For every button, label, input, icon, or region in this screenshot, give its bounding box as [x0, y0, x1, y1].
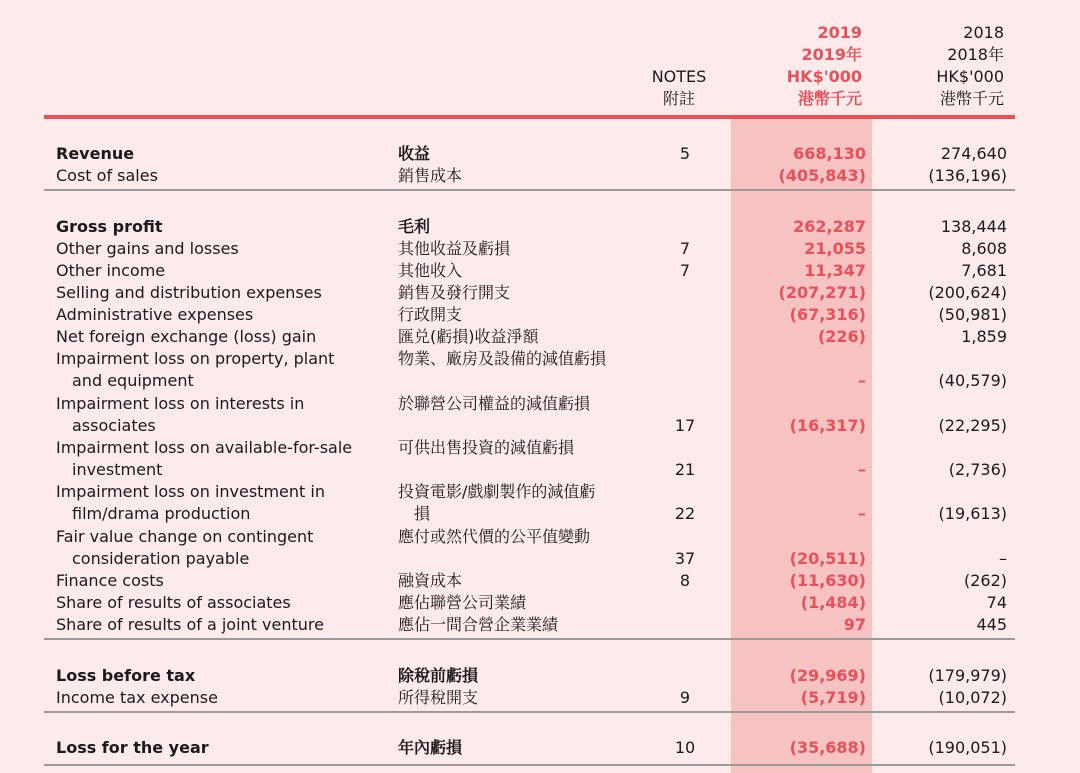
row-value-2019: (29,969) [789, 666, 866, 685]
row-value-2019: (226) [817, 327, 866, 346]
row-value-2018: (40,579) [938, 371, 1007, 390]
row-label-zh: 匯兑(虧損)收益淨額 [398, 327, 539, 346]
table-row [0, 370, 1080, 392]
table-row [0, 393, 1080, 415]
year-2018: 2018 [963, 23, 1004, 42]
table-row [0, 592, 1080, 614]
table-row [0, 415, 1080, 437]
table-row [0, 459, 1080, 481]
row-label-en: Share of results of associates [56, 593, 291, 612]
year-2018-zh: 2018年 [947, 45, 1004, 64]
table-row [0, 348, 1080, 370]
row-note: 17 [674, 416, 696, 435]
row-value-2018: (200,624) [928, 283, 1007, 302]
header-divider [44, 115, 1015, 119]
table-row [0, 326, 1080, 348]
row-label-zh: 應付或然代價的公平值變動 [398, 527, 591, 546]
row-value-2018: (179,979) [928, 666, 1007, 685]
row-label-zh: 銷售成本 [398, 166, 463, 185]
row-label-en-cont: film/drama production [72, 504, 251, 523]
row-label-zh: 應佔一間合營企業業績 [398, 615, 559, 634]
row-label-zh: 投資電影/戲劇製作的減值虧 [398, 482, 596, 501]
notes-header-zh: 附註 [662, 89, 695, 108]
row-value-2018: 274,640 [940, 144, 1007, 163]
table-row [0, 165, 1080, 187]
row-value-2019: – [858, 371, 866, 390]
row-divider [44, 638, 1015, 640]
column-header-2019 [740, 22, 862, 110]
row-note: 22 [674, 504, 696, 523]
table-row [0, 143, 1080, 165]
row-value-2019: 97 [843, 615, 866, 634]
row-value-2019: (11,630) [789, 571, 866, 590]
row-note: 7 [679, 261, 691, 280]
table-row [0, 614, 1080, 636]
row-note: 8 [679, 571, 691, 590]
row-note: 10 [674, 738, 696, 757]
row-label-en: Cost of sales [56, 166, 158, 185]
row-value-2019: (207,271) [778, 283, 866, 302]
row-value-2018: 1,859 [961, 327, 1007, 346]
row-value-2018: (262) [963, 571, 1007, 590]
table-row [0, 304, 1080, 326]
table-row [0, 216, 1080, 238]
row-label-zh: 除稅前虧損 [398, 666, 479, 685]
row-label-en: Other income [56, 261, 166, 280]
row-value-2019: 21,055 [804, 239, 866, 258]
row-value-2019: (1,484) [800, 593, 866, 612]
row-label-en: Fair value change on contingent [56, 527, 314, 546]
table-row [0, 503, 1080, 525]
row-label-en: Net foreign exchange (loss) gain [56, 327, 317, 346]
row-note: 9 [679, 688, 691, 707]
column-header-2018 [880, 22, 1004, 110]
table-row [0, 570, 1080, 592]
row-note: 21 [674, 460, 696, 479]
row-label-zh: 應佔聯營公司業績 [398, 593, 527, 612]
row-value-2019: (405,843) [778, 166, 866, 185]
row-label-zh: 行政開支 [398, 305, 463, 324]
row-value-2018: 138,444 [940, 217, 1007, 236]
row-value-2019: 262,287 [793, 217, 866, 236]
row-value-2018: 445 [976, 615, 1007, 634]
row-label-zh: 銷售及發行開支 [398, 283, 511, 302]
row-label-zh: 可供出售投資的減值虧損 [398, 438, 575, 457]
row-label-en: Other gains and losses [56, 239, 239, 258]
table-row [0, 665, 1080, 687]
row-label-zh: 其他收益及虧損 [398, 239, 511, 258]
row-label-en: Impairment loss on property, plant [56, 349, 335, 368]
row-divider [44, 189, 1015, 191]
year-2019-zh: 2019年 [801, 45, 862, 64]
year-2019: 2019 [817, 23, 862, 42]
row-label-zh: 於聯營公司權益的減值虧損 [398, 394, 591, 413]
row-value-2018: (136,196) [928, 166, 1007, 185]
row-label-zh-cont: 損 [414, 504, 431, 523]
row-value-2019: – [858, 504, 866, 523]
table-row [0, 737, 1080, 759]
row-value-2018: (50,981) [938, 305, 1007, 324]
unit-2019-zh: 港幣千元 [797, 89, 862, 108]
row-label-zh: 所得稅開支 [398, 688, 479, 707]
notes-header-en: NOTES [651, 67, 707, 86]
row-label-en: Finance costs [56, 571, 164, 590]
row-label-en: Impairment loss on available-for-sale [56, 438, 353, 457]
row-label-en-cont: investment [72, 460, 163, 479]
unit-2018-zh: 港幣千元 [939, 89, 1004, 108]
table-row [0, 548, 1080, 570]
row-note: 7 [679, 239, 691, 258]
row-label-en-cont: consideration payable [72, 549, 250, 568]
row-value-2019: (35,688) [789, 738, 866, 757]
row-value-2019: 11,347 [804, 261, 866, 280]
row-label-en: Revenue [56, 144, 135, 163]
row-label-zh: 融資成本 [398, 571, 463, 590]
row-value-2018: (2,736) [948, 460, 1007, 479]
row-label-en: Impairment loss on investment in [56, 482, 325, 501]
row-label-en-cont: and equipment [72, 371, 194, 390]
row-label-en: Impairment loss on interests in [56, 394, 305, 413]
row-divider [44, 711, 1015, 713]
row-label-en: Loss for the year [56, 738, 209, 757]
row-note: 37 [674, 549, 696, 568]
table-row [0, 282, 1080, 304]
row-label-zh: 物業、廠房及設備的減值虧損 [398, 349, 607, 368]
row-label-zh: 收益 [398, 144, 431, 163]
row-value-2019: (20,511) [789, 549, 866, 568]
row-value-2018: 74 [986, 593, 1007, 612]
row-label-zh: 其他收入 [398, 261, 463, 280]
table-row [0, 437, 1080, 459]
table-row [0, 481, 1080, 503]
row-value-2018: 8,608 [961, 239, 1007, 258]
row-label-en: Share of results of a joint venture [56, 615, 324, 634]
row-note: 5 [679, 144, 691, 163]
row-value-2019: – [858, 460, 866, 479]
notes-header [640, 66, 718, 110]
row-value-2018: (10,072) [938, 688, 1007, 707]
unit-2019: HK$'000 [786, 67, 862, 86]
row-value-2019: (16,317) [789, 416, 866, 435]
row-value-2018: – [999, 549, 1007, 568]
row-value-2018: 7,681 [961, 261, 1007, 280]
row-label-en: Administrative expenses [56, 305, 254, 324]
table-row [0, 687, 1080, 709]
row-value-2019: (5,719) [800, 688, 866, 707]
row-value-2018: (22,295) [938, 416, 1007, 435]
row-value-2019: (67,316) [789, 305, 866, 324]
row-label-en: Gross profit [56, 217, 163, 236]
unit-2018: HK$'000 [936, 67, 1004, 86]
row-label-en: Loss before tax [56, 666, 196, 685]
row-value-2018: (19,613) [938, 504, 1007, 523]
table-row [0, 238, 1080, 260]
row-label-en: Selling and distribution expenses [56, 283, 322, 302]
row-label-en: Income tax expense [56, 688, 218, 707]
table-row [0, 526, 1080, 548]
row-label-zh: 年內虧損 [398, 738, 463, 757]
row-label-zh: 毛利 [398, 217, 431, 236]
row-divider [44, 764, 1015, 766]
table-row [0, 260, 1080, 282]
row-value-2018: (190,051) [928, 738, 1007, 757]
row-label-en-cont: associates [72, 416, 156, 435]
row-value-2019: 668,130 [793, 144, 866, 163]
